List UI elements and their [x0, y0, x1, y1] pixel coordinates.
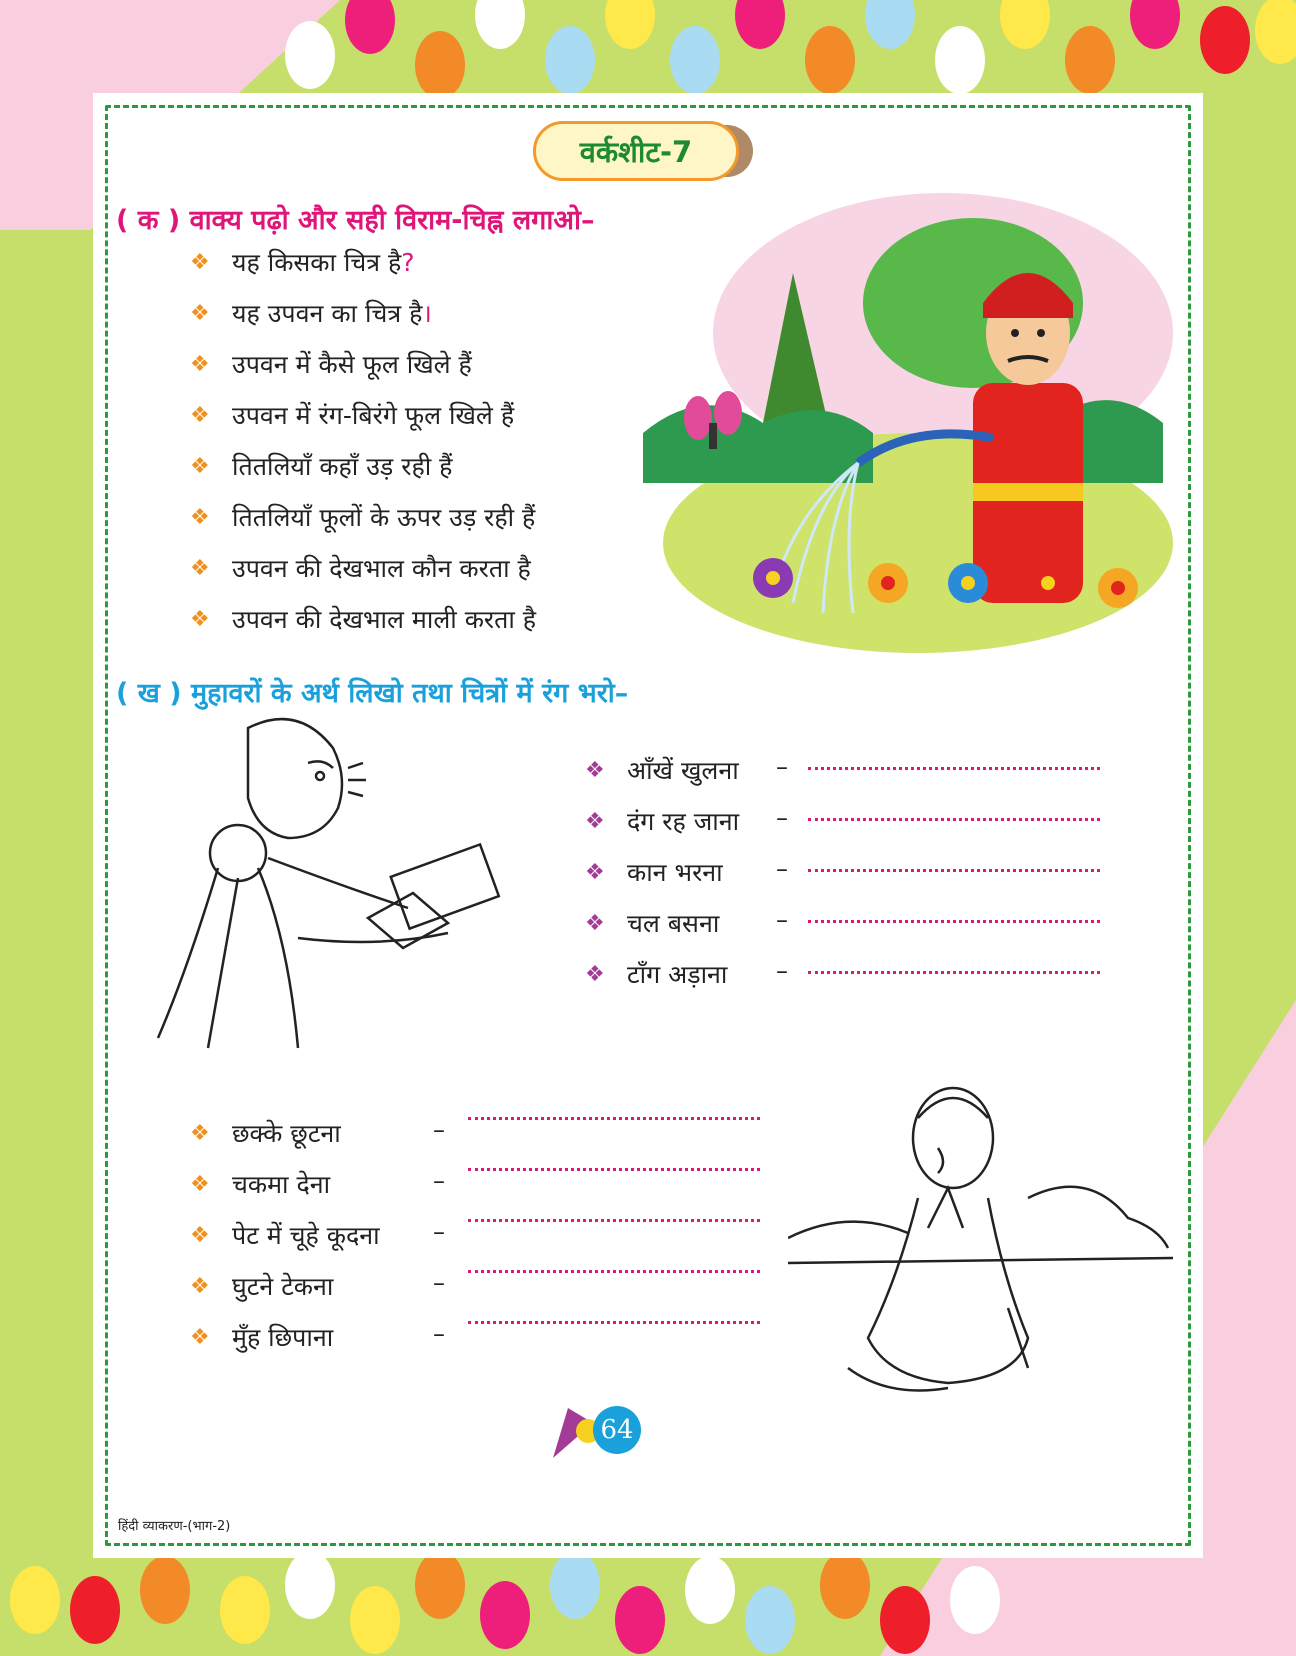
- bullet-icon: ❖: [585, 757, 605, 783]
- bullet-icon: ❖: [585, 859, 605, 885]
- gardener-illustration: [643, 183, 1173, 653]
- answer-line[interactable]: [468, 1270, 760, 1273]
- idiom-text: आँखें खुलना: [627, 756, 739, 785]
- idiom-text: मुँह छिपाना: [232, 1323, 334, 1352]
- footer-book-title: हिंदी व्याकरण-(भाग-2): [118, 1519, 231, 1534]
- sentence-text: उपवन की देखभाल माली करता है: [232, 605, 537, 634]
- idiom-dash: –: [433, 1269, 445, 1297]
- bullet-icon: ❖: [585, 808, 605, 834]
- bullet-icon: ❖: [190, 606, 210, 632]
- bullet-icon: ❖: [190, 1222, 210, 1248]
- worksheet-page: [93, 93, 1203, 1558]
- answer-line[interactable]: [468, 1219, 760, 1222]
- bullet-icon: ❖: [190, 555, 210, 581]
- bullet-icon: ❖: [190, 1273, 210, 1299]
- idiom-text: पेट में चूहे कूदना: [232, 1221, 380, 1250]
- idiom-dash: –: [776, 906, 788, 934]
- idiom-3: [585, 852, 723, 892]
- sentence-1: [190, 242, 415, 282]
- idiom-text: घुटने टेकना: [232, 1272, 334, 1301]
- punctuation-mark: ।: [422, 299, 432, 328]
- bullet-icon: ❖: [585, 961, 605, 987]
- idiom-dash: –: [776, 804, 788, 832]
- bullet-icon: ❖: [585, 910, 605, 936]
- section-ka-heading: ( क ) वाक्य पढ़ो और सही विराम-चिह्न लगाओ–: [116, 205, 595, 236]
- title-badge: [533, 121, 763, 181]
- answer-line[interactable]: [808, 818, 1100, 821]
- idiom-text: टाँग अड़ाना: [627, 960, 728, 989]
- idiom-text: चकमा देना: [232, 1170, 331, 1199]
- idiom-2: [585, 801, 739, 841]
- sentence-text: यह किसका चित्र है: [232, 248, 402, 277]
- idiom-dash: –: [776, 957, 788, 985]
- sentence-7: [190, 548, 531, 588]
- answer-line[interactable]: [808, 971, 1100, 974]
- answer-line[interactable]: [468, 1168, 760, 1171]
- sentence-text: यह उपवन का चित्र है: [232, 299, 423, 328]
- idiom-dash: –: [433, 1116, 445, 1144]
- idiom-5: [585, 954, 727, 994]
- section-kha-heading: ( ख ) मुहावरों के अर्थ लिखो तथा चित्रों में रंग भरो–: [116, 678, 629, 709]
- idiom-4: [585, 903, 719, 943]
- bullet-icon: ❖: [190, 1171, 210, 1197]
- answer-line[interactable]: [808, 869, 1100, 872]
- bullet-icon: ❖: [190, 300, 210, 326]
- idiom-text: चल बसना: [627, 909, 720, 938]
- bullet-icon: ❖: [190, 504, 210, 530]
- bullet-icon: ❖: [190, 249, 210, 275]
- idiom-9: [190, 1266, 333, 1306]
- bullet-icon: ❖: [190, 1120, 210, 1146]
- bullet-icon: ❖: [190, 1324, 210, 1350]
- bullet-icon: ❖: [190, 402, 210, 428]
- idiom-6: [190, 1113, 341, 1153]
- idiom-dash: –: [776, 753, 788, 781]
- idiom-dash: –: [433, 1320, 445, 1348]
- bullet-icon: ❖: [190, 453, 210, 479]
- answer-line[interactable]: [468, 1117, 760, 1120]
- kneeling-man-illustration: [788, 1078, 1173, 1418]
- answer-line[interactable]: [468, 1321, 760, 1324]
- answer-line[interactable]: [808, 767, 1100, 770]
- idiom-10: [190, 1317, 333, 1357]
- woman-illustration: [148, 708, 548, 1058]
- sentence-2: [190, 293, 432, 333]
- bullet-icon: ❖: [190, 351, 210, 377]
- sentence-text: उपवन की देखभाल कौन करता है: [232, 554, 531, 583]
- idiom-dash: –: [776, 855, 788, 883]
- answer-line[interactable]: [808, 920, 1100, 923]
- idiom-7: [190, 1164, 330, 1204]
- sentence-8: [190, 599, 536, 639]
- idiom-1: [585, 750, 739, 790]
- idiom-text: छक्के छूटना: [232, 1119, 341, 1148]
- sentence-text: उपवन में रंग-बिरंगे फूल खिले हैं: [232, 401, 515, 430]
- punctuation-mark: ?: [401, 247, 415, 277]
- idiom-dash: –: [433, 1167, 445, 1195]
- sentence-text: उपवन में कैसे फूल खिले हैं: [232, 350, 472, 379]
- idiom-text: दंग रह जाना: [627, 807, 740, 836]
- sentence-6: [190, 497, 535, 537]
- idiom-text: कान भरना: [627, 858, 723, 887]
- page-title: वर्कशीट-7: [533, 121, 739, 181]
- sentence-5: [190, 446, 452, 486]
- sentence-text: तितलियाँ फूलों के ऊपर उड़ रही हैं: [232, 503, 536, 532]
- page-number: 64: [593, 1406, 641, 1454]
- sentence-text: तितलियाँ कहाँ उड़ रही हैं: [232, 452, 453, 481]
- idiom-dash: –: [433, 1218, 445, 1246]
- idiom-8: [190, 1215, 380, 1255]
- sentence-4: [190, 395, 514, 435]
- sentence-3: [190, 344, 472, 384]
